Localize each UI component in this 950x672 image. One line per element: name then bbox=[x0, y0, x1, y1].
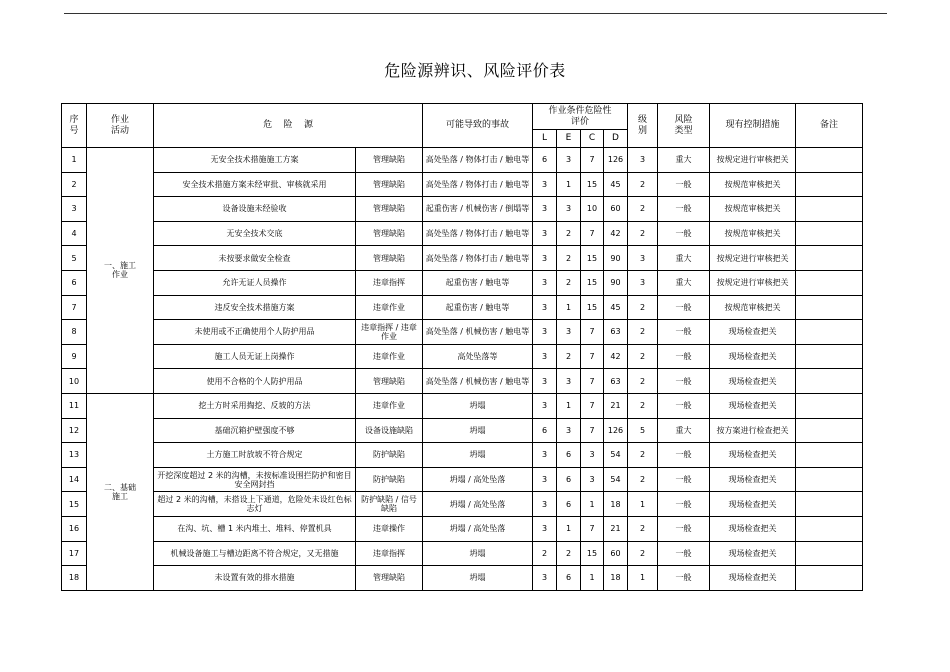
value-C: 7 bbox=[581, 418, 604, 443]
value-L: 3 bbox=[533, 393, 557, 418]
table-body bbox=[62, 148, 863, 591]
value-C: 15 bbox=[581, 541, 604, 566]
value-E: 1 bbox=[557, 393, 581, 418]
value-D: 126 bbox=[604, 418, 628, 443]
value-D: 60 bbox=[604, 197, 628, 222]
remarks bbox=[796, 516, 863, 541]
row-number: 10 bbox=[62, 369, 87, 394]
remarks bbox=[796, 443, 863, 468]
activity-group-label: 二、基础 施工 bbox=[104, 482, 136, 501]
risk-level: 2 bbox=[628, 393, 658, 418]
value-E: 1 bbox=[557, 295, 581, 320]
table-row bbox=[62, 418, 863, 443]
table-row bbox=[62, 566, 863, 591]
risk-type: 一般 bbox=[658, 516, 710, 541]
value-D: 21 bbox=[604, 393, 628, 418]
hazard-text: 挖土方时采用掏挖、反坡的方法 bbox=[154, 393, 356, 418]
value-L: 3 bbox=[533, 320, 557, 345]
risk-type: 重大 bbox=[658, 270, 710, 295]
possible-accident: 坍塌 / 高处坠落 bbox=[423, 467, 533, 492]
value-D: 18 bbox=[604, 566, 628, 591]
value-C: 7 bbox=[581, 148, 604, 173]
control-measure: 按规定进行审核把关 bbox=[710, 246, 796, 271]
value-E: 2 bbox=[557, 246, 581, 271]
header-level-text: 级 别 bbox=[638, 114, 648, 136]
value-L: 6 bbox=[533, 418, 557, 443]
value-E: 3 bbox=[557, 369, 581, 394]
control-measure: 按规范审核把关 bbox=[710, 172, 796, 197]
value-C: 7 bbox=[581, 393, 604, 418]
hazard-text: 未按要求做安全检查 bbox=[154, 246, 356, 271]
hazard-category: 管理缺陷 bbox=[356, 148, 423, 173]
table-row bbox=[62, 172, 863, 197]
control-measure: 现场检查把关 bbox=[710, 443, 796, 468]
value-E: 1 bbox=[557, 516, 581, 541]
table-row bbox=[62, 148, 863, 173]
value-E: 2 bbox=[557, 541, 581, 566]
value-E: 2 bbox=[557, 221, 581, 246]
remarks bbox=[796, 270, 863, 295]
hazard-text: 在沟、坑、槽 1 米内堆土、堆料、停置机具 bbox=[154, 516, 356, 541]
row-number: 8 bbox=[62, 320, 87, 345]
possible-accident: 坍塌 / 高处坠落 bbox=[423, 516, 533, 541]
header-control-text: 现有控制措施 bbox=[725, 120, 780, 130]
risk-level: 2 bbox=[628, 344, 658, 369]
control-measure: 按规范审核把关 bbox=[710, 221, 796, 246]
value-L: 3 bbox=[533, 443, 557, 468]
risk-type: 一般 bbox=[658, 172, 710, 197]
activity-group bbox=[87, 393, 154, 590]
hazard-category: 违章指挥 bbox=[356, 541, 423, 566]
control-measure: 现场检查把关 bbox=[710, 467, 796, 492]
hazard-text: 使用不合格的个人防护用品 bbox=[154, 369, 356, 394]
possible-accident: 坍塌 / 高处坠落 bbox=[423, 492, 533, 517]
row-number: 5 bbox=[62, 246, 87, 271]
hazard-text: 开挖深度超过 2 米的沟槽，未按标准设围拦防护和密目安全网封挡 bbox=[154, 467, 356, 492]
remarks bbox=[796, 369, 863, 394]
control-measure: 现场检查把关 bbox=[710, 541, 796, 566]
value-C: 7 bbox=[581, 320, 604, 345]
hazard-category: 管理缺陷 bbox=[356, 369, 423, 394]
control-measure: 按规定进行审核把关 bbox=[710, 270, 796, 295]
value-D: 42 bbox=[604, 344, 628, 369]
possible-accident: 高处坠落 / 物体打击 / 触电等 bbox=[423, 246, 533, 271]
hazard-text: 无安全技术交底 bbox=[154, 221, 356, 246]
table-row bbox=[62, 295, 863, 320]
value-C: 1 bbox=[581, 492, 604, 517]
possible-accident: 坍塌 bbox=[423, 541, 533, 566]
header-seq-text: 序 号 bbox=[69, 114, 79, 136]
value-D: 45 bbox=[604, 295, 628, 320]
value-C: 7 bbox=[581, 221, 604, 246]
value-D: 54 bbox=[604, 467, 628, 492]
row-number: 9 bbox=[62, 344, 87, 369]
hazard-category: 管理缺陷 bbox=[356, 246, 423, 271]
table-row bbox=[62, 516, 863, 541]
table-row bbox=[62, 270, 863, 295]
risk-type: 一般 bbox=[658, 393, 710, 418]
value-E: 3 bbox=[557, 148, 581, 173]
possible-accident: 坍塌 bbox=[423, 443, 533, 468]
hazard-category: 防护缺陷 / 信号缺陷 bbox=[356, 492, 423, 517]
row-number: 14 bbox=[62, 467, 87, 492]
table-row bbox=[62, 492, 863, 517]
risk-type: 一般 bbox=[658, 541, 710, 566]
value-E: 6 bbox=[557, 443, 581, 468]
value-C: 1 bbox=[581, 566, 604, 591]
header-D: D bbox=[604, 130, 628, 148]
risk-type: 一般 bbox=[658, 492, 710, 517]
hazard-category: 管理缺陷 bbox=[356, 197, 423, 222]
value-L: 3 bbox=[533, 197, 557, 222]
value-D: 63 bbox=[604, 369, 628, 394]
possible-accident: 高处坠落等 bbox=[423, 344, 533, 369]
header-condition-group bbox=[533, 104, 628, 130]
row-number: 11 bbox=[62, 393, 87, 418]
value-E: 2 bbox=[557, 344, 581, 369]
possible-accident: 坍塌 bbox=[423, 418, 533, 443]
header-condition-text: 作业条件危险性 评价 bbox=[548, 105, 612, 127]
risk-level: 3 bbox=[628, 270, 658, 295]
hazard-category: 管理缺陷 bbox=[356, 172, 423, 197]
row-number: 13 bbox=[62, 443, 87, 468]
value-C: 3 bbox=[581, 467, 604, 492]
risk-level: 2 bbox=[628, 221, 658, 246]
remarks bbox=[796, 172, 863, 197]
remarks bbox=[796, 393, 863, 418]
top-rule bbox=[64, 13, 887, 14]
risk-type: 一般 bbox=[658, 320, 710, 345]
possible-accident: 起重伤害 / 机械伤害 / 倒塌等 bbox=[423, 197, 533, 222]
row-number: 6 bbox=[62, 270, 87, 295]
possible-accident: 高处坠落 / 机械伤害 / 触电等 bbox=[423, 369, 533, 394]
hazard-category: 违章作业 bbox=[356, 295, 423, 320]
control-measure: 按规范审核把关 bbox=[710, 295, 796, 320]
header-remarks-text: 备注 bbox=[820, 120, 839, 130]
hazard-category: 设备设施缺陷 bbox=[356, 418, 423, 443]
value-E: 6 bbox=[557, 492, 581, 517]
control-measure: 现场检查把关 bbox=[710, 566, 796, 591]
risk-level: 2 bbox=[628, 369, 658, 394]
table-row bbox=[62, 541, 863, 566]
value-L: 3 bbox=[533, 295, 557, 320]
header-hazard-text: 危 险 源 bbox=[263, 120, 313, 130]
control-measure: 现场检查把关 bbox=[710, 320, 796, 345]
risk-level: 5 bbox=[628, 418, 658, 443]
risk-level: 3 bbox=[628, 246, 658, 271]
possible-accident: 高处坠落 / 机械伤害 / 触电等 bbox=[423, 320, 533, 345]
risk-type: 重大 bbox=[658, 418, 710, 443]
row-number: 18 bbox=[62, 566, 87, 591]
possible-accident: 起重伤害 / 触电等 bbox=[423, 270, 533, 295]
control-measure: 现场检查把关 bbox=[710, 516, 796, 541]
table-row bbox=[62, 467, 863, 492]
value-C: 15 bbox=[581, 172, 604, 197]
row-number: 16 bbox=[62, 516, 87, 541]
possible-accident: 起重伤害 / 触电等 bbox=[423, 295, 533, 320]
possible-accident: 高处坠落 / 物体打击 / 触电等 bbox=[423, 148, 533, 173]
value-C: 3 bbox=[581, 443, 604, 468]
value-C: 7 bbox=[581, 516, 604, 541]
value-E: 3 bbox=[557, 197, 581, 222]
remarks bbox=[796, 221, 863, 246]
value-L: 6 bbox=[533, 148, 557, 173]
risk-type: 一般 bbox=[658, 221, 710, 246]
risk-type: 一般 bbox=[658, 443, 710, 468]
header-seq bbox=[62, 104, 87, 148]
remarks bbox=[796, 467, 863, 492]
control-measure: 按规范审核把关 bbox=[710, 197, 796, 222]
row-number: 7 bbox=[62, 295, 87, 320]
header-risk-type-text: 风险 类型 bbox=[674, 114, 693, 136]
control-measure: 按规定进行审核把关 bbox=[710, 148, 796, 173]
remarks bbox=[796, 492, 863, 517]
hazard-text: 无安全技术措施施工方案 bbox=[154, 148, 356, 173]
hazard-category: 防护缺陷 bbox=[356, 443, 423, 468]
value-C: 7 bbox=[581, 369, 604, 394]
header-C: C bbox=[581, 130, 604, 148]
value-C: 15 bbox=[581, 246, 604, 271]
value-L: 3 bbox=[533, 492, 557, 517]
value-C: 10 bbox=[581, 197, 604, 222]
value-E: 1 bbox=[557, 172, 581, 197]
remarks bbox=[796, 566, 863, 591]
value-L: 3 bbox=[533, 344, 557, 369]
remarks bbox=[796, 320, 863, 345]
value-D: 21 bbox=[604, 516, 628, 541]
risk-level: 2 bbox=[628, 172, 658, 197]
row-number: 3 bbox=[62, 197, 87, 222]
header-L: L bbox=[533, 130, 557, 148]
remarks bbox=[796, 344, 863, 369]
header-accident-text: 可能导致的事故 bbox=[446, 120, 510, 130]
possible-accident: 坍塌 bbox=[423, 566, 533, 591]
value-L: 3 bbox=[533, 516, 557, 541]
row-number: 4 bbox=[62, 221, 87, 246]
risk-level: 2 bbox=[628, 443, 658, 468]
hazard-text: 违反安全技术措施方案 bbox=[154, 295, 356, 320]
header-hazard bbox=[154, 104, 423, 148]
value-D: 54 bbox=[604, 443, 628, 468]
value-D: 126 bbox=[604, 148, 628, 173]
page-title: 危险源辨识、风险评价表 bbox=[384, 61, 566, 80]
remarks bbox=[796, 197, 863, 222]
table-row bbox=[62, 369, 863, 394]
risk-level: 1 bbox=[628, 492, 658, 517]
table-row bbox=[62, 197, 863, 222]
table-row bbox=[62, 344, 863, 369]
row-number: 1 bbox=[62, 148, 87, 173]
hazard-category: 防护缺陷 bbox=[356, 467, 423, 492]
risk-type: 一般 bbox=[658, 295, 710, 320]
hazard-text: 安全技术措施方案未经审批、审核就采用 bbox=[154, 172, 356, 197]
remarks bbox=[796, 418, 863, 443]
header-activity-text: 作业 活动 bbox=[110, 114, 129, 136]
table-row bbox=[62, 393, 863, 418]
row-number: 15 bbox=[62, 492, 87, 517]
risk-type: 重大 bbox=[658, 148, 710, 173]
risk-level: 2 bbox=[628, 516, 658, 541]
hazard-category: 管理缺陷 bbox=[356, 221, 423, 246]
value-L: 3 bbox=[533, 467, 557, 492]
value-E: 3 bbox=[557, 320, 581, 345]
hazard-text: 未使用或不正确使用个人防护用品 bbox=[154, 320, 356, 345]
value-C: 15 bbox=[581, 270, 604, 295]
activity-group bbox=[87, 148, 154, 394]
header-accident bbox=[423, 104, 533, 148]
remarks bbox=[796, 148, 863, 173]
control-measure: 按方案进行检查把关 bbox=[710, 418, 796, 443]
value-D: 90 bbox=[604, 270, 628, 295]
remarks bbox=[796, 541, 863, 566]
risk-level: 2 bbox=[628, 197, 658, 222]
row-number: 12 bbox=[62, 418, 87, 443]
value-E: 6 bbox=[557, 467, 581, 492]
header-remarks bbox=[796, 104, 863, 148]
risk-level: 2 bbox=[628, 541, 658, 566]
hazard-category: 违章指挥 / 违章作业 bbox=[356, 320, 423, 345]
remarks bbox=[796, 246, 863, 271]
hazard-category: 违章作业 bbox=[356, 344, 423, 369]
activity-group-label: 一、施工 作业 bbox=[104, 261, 136, 280]
value-D: 18 bbox=[604, 492, 628, 517]
value-L: 3 bbox=[533, 270, 557, 295]
risk-level: 1 bbox=[628, 566, 658, 591]
value-E: 2 bbox=[557, 270, 581, 295]
remarks bbox=[796, 295, 863, 320]
possible-accident: 高处坠落 / 物体打击 / 触电等 bbox=[423, 221, 533, 246]
risk-level: 2 bbox=[628, 320, 658, 345]
risk-type: 一般 bbox=[658, 344, 710, 369]
header-risk-type bbox=[658, 104, 710, 148]
hazard-text: 未设置有效的排水措施 bbox=[154, 566, 356, 591]
value-D: 63 bbox=[604, 320, 628, 345]
risk-type: 重大 bbox=[658, 246, 710, 271]
table-row bbox=[62, 221, 863, 246]
row-number: 2 bbox=[62, 172, 87, 197]
hazard-category: 违章作业 bbox=[356, 393, 423, 418]
table-row bbox=[62, 246, 863, 271]
value-L: 3 bbox=[533, 172, 557, 197]
header-E: E bbox=[557, 130, 581, 148]
control-measure: 现场检查把关 bbox=[710, 369, 796, 394]
value-L: 3 bbox=[533, 566, 557, 591]
risk-type: 一般 bbox=[658, 197, 710, 222]
hazard-text: 设备设施未经验收 bbox=[154, 197, 356, 222]
control-measure: 现场检查把关 bbox=[710, 492, 796, 517]
row-number: 17 bbox=[62, 541, 87, 566]
risk-level: 2 bbox=[628, 467, 658, 492]
hazard-text: 超过 2 米的沟槽，未搭设上下通道，危险处未设红色标志灯 bbox=[154, 492, 356, 517]
hazard-category: 违章指挥 bbox=[356, 270, 423, 295]
value-L: 2 bbox=[533, 541, 557, 566]
hazard-text: 施工人员无证上岗操作 bbox=[154, 344, 356, 369]
table-row bbox=[62, 443, 863, 468]
hazard-text: 允许无证人员操作 bbox=[154, 270, 356, 295]
control-measure: 现场检查把关 bbox=[710, 393, 796, 418]
risk-type: 一般 bbox=[658, 467, 710, 492]
hazard-category: 管理缺陷 bbox=[356, 566, 423, 591]
risk-level: 2 bbox=[628, 295, 658, 320]
hazard-text: 基础沉箱护壁强度不够 bbox=[154, 418, 356, 443]
header-control bbox=[710, 104, 796, 148]
risk-level: 3 bbox=[628, 148, 658, 173]
value-D: 45 bbox=[604, 172, 628, 197]
header-level bbox=[628, 104, 658, 148]
hazard-category: 违章操作 bbox=[356, 516, 423, 541]
value-D: 60 bbox=[604, 541, 628, 566]
value-L: 3 bbox=[533, 369, 557, 394]
table-row bbox=[62, 320, 863, 345]
possible-accident: 高处坠落 / 物体打击 / 触电等 bbox=[423, 172, 533, 197]
value-E: 3 bbox=[557, 418, 581, 443]
value-D: 42 bbox=[604, 221, 628, 246]
hazard-text: 机械设备施工与槽边距离不符合规定，又无措施 bbox=[154, 541, 356, 566]
value-C: 7 bbox=[581, 344, 604, 369]
value-E: 6 bbox=[557, 566, 581, 591]
risk-type: 一般 bbox=[658, 566, 710, 591]
control-measure: 现场检查把关 bbox=[710, 344, 796, 369]
value-C: 15 bbox=[581, 295, 604, 320]
header-activity bbox=[87, 104, 154, 148]
possible-accident: 坍塌 bbox=[423, 393, 533, 418]
value-L: 3 bbox=[533, 221, 557, 246]
risk-assessment-table bbox=[61, 103, 863, 591]
risk-type: 一般 bbox=[658, 369, 710, 394]
value-L: 3 bbox=[533, 246, 557, 271]
value-D: 90 bbox=[604, 246, 628, 271]
hazard-text: 土方施工时放坡不符合规定 bbox=[154, 443, 356, 468]
